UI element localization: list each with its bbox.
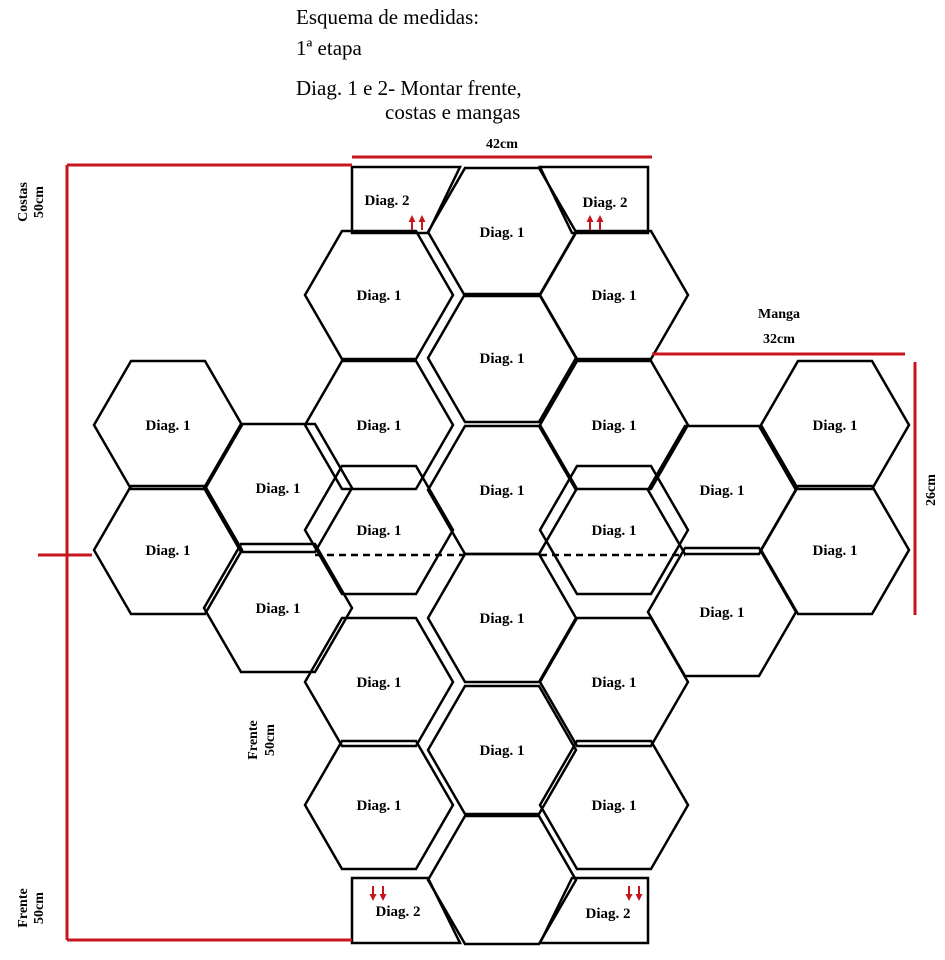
- hexagon-label: Diag. 1: [479, 611, 525, 627]
- hexagon-label: Diag. 1: [255, 481, 301, 497]
- scheme-title: Esquema de medidas:: [296, 5, 480, 29]
- front-label-middle: Frente: [246, 720, 261, 760]
- arrow-up-icon: [587, 215, 604, 230]
- top-width-label: 42cm: [486, 137, 518, 152]
- hexagon-label: Diag. 1: [145, 543, 191, 559]
- hexagon-piece: [305, 618, 453, 746]
- hexagon-piece: [94, 361, 242, 489]
- hexagon-piece: [305, 361, 453, 489]
- hexagon-piece: [204, 544, 352, 672]
- front-value-middle: 50cm: [263, 724, 278, 756]
- hexagon-label: Diag. 1: [479, 351, 525, 367]
- hexagon-label: Diag. 1: [812, 418, 858, 434]
- hexagon-label: Diag. 1: [356, 798, 402, 814]
- hexagon-piece: [540, 741, 688, 869]
- half-piece-label: Diag. 2: [375, 904, 421, 920]
- hexagon-label: Diag. 1: [591, 288, 637, 304]
- hexagon-label: Diag. 1: [479, 225, 525, 241]
- hexagon-label: Diag. 1: [356, 675, 402, 691]
- hexagon-piece: [305, 231, 453, 359]
- hexagon-label: Diag. 1: [812, 543, 858, 559]
- arrow-up-icon: [409, 215, 426, 230]
- half-piece-label: Diag. 2: [585, 906, 631, 922]
- front-value-bottom: 50cm: [32, 892, 47, 924]
- half-piece-bottom-left: [352, 878, 460, 943]
- hexagon-label: Diag. 1: [699, 483, 745, 499]
- half-piece-top-right: [540, 167, 648, 233]
- hexagon-label: Diag. 1: [255, 601, 301, 617]
- back-label: Costas: [16, 182, 31, 222]
- hexagon-label: Diag. 1: [591, 798, 637, 814]
- hexagon-piece: [540, 466, 688, 594]
- hexagon-label: Diag. 1: [356, 523, 402, 539]
- half-piece-top-left: [352, 167, 460, 233]
- half-piece-label: Diag. 2: [364, 193, 410, 209]
- hexagon-grid: [94, 168, 909, 944]
- hexagon-label: Diag. 1: [591, 523, 637, 539]
- half-piece-label: Diag. 2: [582, 195, 628, 211]
- hexagon-piece: [648, 548, 796, 676]
- hexagon-label: Diag. 1: [479, 483, 525, 499]
- sleeve-width-label: 32cm: [763, 332, 795, 347]
- hexagon-label: Diag. 1: [145, 418, 191, 434]
- stage-label: 1ª etapa: [296, 36, 362, 60]
- sleeve-label: Manga: [758, 307, 800, 322]
- hexagon-label: Diag. 1: [356, 418, 402, 434]
- instruction-line-1: Diag. 1 e 2- Montar frente,: [296, 76, 522, 100]
- instruction-line-2: costas e mangas: [385, 100, 521, 124]
- hexagon-label: Diag. 1: [699, 605, 745, 621]
- hexagon-label: Diag. 1: [591, 418, 637, 434]
- hexagon-label: Diag. 1: [591, 675, 637, 691]
- hexagon-piece: [761, 486, 909, 614]
- half-piece-bottom-right: [540, 878, 648, 943]
- hexagon-piece: [94, 486, 242, 614]
- hexagon-label: Diag. 1: [479, 743, 525, 759]
- hexagon-piece: [540, 231, 688, 359]
- back-value: 50cm: [32, 186, 47, 218]
- arrow-down-icon: [626, 886, 643, 901]
- hexagon-piece: [428, 554, 576, 682]
- hexagon-label: Diag. 1: [356, 288, 402, 304]
- front-label-bottom: Frente: [16, 888, 31, 928]
- hexagon-piece: [305, 741, 453, 869]
- sleeve-height-label: 26cm: [924, 474, 939, 506]
- arrow-down-icon: [370, 886, 387, 901]
